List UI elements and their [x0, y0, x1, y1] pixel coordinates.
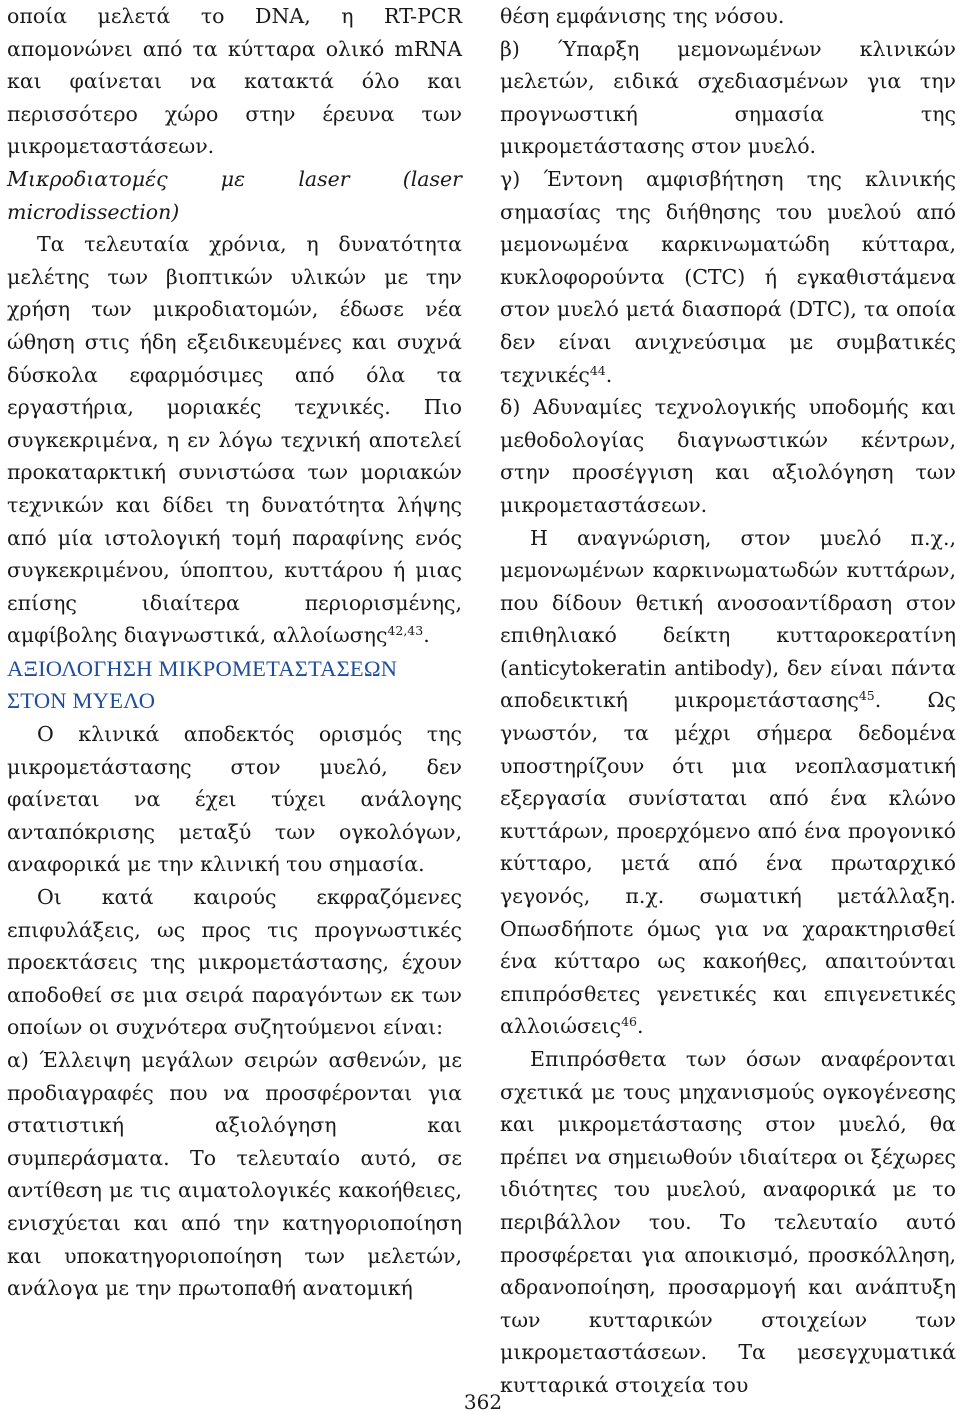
citation-44: 44 [589, 362, 606, 378]
paragraph-rtpcr: οποία μελετά το DNA, η RT-PCR απομονώνει από τα κύτταρα ολικό mRNA και φαίνεται να κατακτά όλο και περισσότερο χώρο στην έρευνα των μικρομεταστάσεων. [7, 4, 462, 159]
paragraph-laser-text: Τα τελευταία χρόνια, η δυνατότητα μελέτης των βιοπτικών υλικών με την χρήση των μικροδιατομών, έδωσε νέα ώθηση στις ήδη εξειδικευμένες και συχνά δύσκολα εφαρμόσιμες από όλα τα εργαστήρια, μοριακές τεχνικές. Πιο συγκεκριμένα, η εν λόγω τεχνική αποτελεί προκαταρκτική συνιστώσα των μοριακών τεχνικών και δίδει τη δυνατότητα λήψης από μία ιστολογική τομή παραφίνης ενός συγκεκριμένου, ύποπτου, κυττάρου ή μιας επίσης ιδιαίτερα περιορισμένης, αμφίβολης διαγνωστικά, αλλοίωσης [7, 232, 462, 648]
paragraph-reservations: Οι κατά καιρούς εκφραζόμενες επιφυλάξεις, ως προς τις προγνωστικές προεκτάσεις της μικρομετάστασης, έχουν αποδοθεί σε μια σειρά παραγόντων εκ των οποίων οι συχνότερα συζητούμενοι είναι: [7, 885, 462, 1040]
citation-45: 45 [858, 688, 875, 704]
list-item-c-text: γ) Έντονη αμφισβήτηση της κλινικής σημασίας της διήθησης του μυελού από μεμονωμένα καρκινωματώδη κύτταρα, κυκλοφορούντα (CTC) ή εγκαθιστάμενα στον μυελό μετά διασπορά (DTC), τα οποία δεν είναι ανιχνεύσιμα με συμβατικές τεχνικές [500, 166, 956, 387]
right-column [500, 0, 956, 1402]
list-item-d: δ) Αδυναμίες τεχνολογικής υποδομής και μεθοδολογίας διαγνωστικών κέντρων, στην προσέγγιση και αξιολόγηση των μικρομεταστάσεων. [500, 395, 956, 517]
list-item-a: α) Έλλειψη μεγάλων σειρών ασθενών, με προδιαγραφές που να προσφέρονται για στατιστική αξιολόγηση και συμπεράσματα. Το τελευταίο αυτό, σε αντίθεση με τις αιματολογικές κακοήθειες, ενισχύεται και από την κατηγοριοποίηση και υποκατηγοριοποίηση των μελετών, ανάλογα με την πρωτοπαθή ανατομική [7, 1048, 462, 1301]
left-column [7, 0, 462, 1305]
list-item-a-continued: θέση εμφάνισης της νόσου. [500, 4, 785, 28]
section-heading: ΑΞΙΟΛΟΓΗΣΗ ΜΙΚΡΟΜΕΤΑΣΤΑΣΕΩΝ ΣΤΟΝ ΜΥΕΛΟ [7, 655, 398, 714]
citation-42-43: 42,43 [387, 623, 424, 639]
paragraph-definition: Ο κλινικά αποδεκτός ορισμός της μικρομετάστασης στον μυελό, δεν φαίνεται να έχει τύχει ανάλογης ανταπόκρισης μεταξύ των ογκολόγων, αναφορικά με την κλινική του σημασία. [7, 722, 462, 877]
citation-46: 46 [621, 1014, 637, 1030]
paragraph-recognition-text-1: Η αναγνώριση, στον μυελό π.χ., μεμονωμένων καρκινωματωδών κυττάρων, που δίδουν θετική ανοσοαντίδραση στον επιθηλιακό δείκτη κυτταροκερατίνη (anticytokeratin antibody), δεν είναι πάντα αποδεικτική μικρομετάστασης [500, 525, 956, 713]
paragraph-laser: Τα τελευταία χρόνια, η δυνατότητα μελέτης των βιοπτικών υλικών με την χρήση των μικροδιατομών, έδωσε νέα ώθηση στις ήδη εξειδικευμένες και συχνά δύσκολα εφαρμόσιμες από όλα τα εργαστήρια, μοριακές τεχνικές. Πιο συγκεκριμένα, η εν λόγω τεχνική αποτελεί προκαταρκτική συνιστώσα των μοριακών τεχνικών και δίδει τη δυνατότητα λήψης από μία ιστολογική τομή παραφίνης ενός συγκεκριμένου, ύποπτου, κυττάρου ή μιας επίσης ιδιαίτερα περιορισμένης, αμφίβολης διαγνωστικά, αλλοίωσης$^{42,43}$. [7, 232, 462, 648]
paragraph-recognition: Η αναγνώριση, στον μυελό π.χ., μεμονωμένων καρκινωματωδών κυττάρων, που δίδουν θετική ανοσοαντίδραση στον επιθηλιακό δείκτη κυτταροκερατίνη (anticytokeratin antibody), δεν είναι πάντα αποδεικτική μικρομετάστασης$^{45}$. Ως γνωστόν, τα μέχρι σήμερα δεδομένα υποστηρίζουν ότι μια νεοπλασματική εξεργασία συνίσταται από ένα κλώνο κυττάρων, προερχόμενο από ένα προγονικό κύτταρο, μετά από ένα πρωταρχικό γεγονός, π.χ. σωματική μετάλλαξη. Οπωσδήποτε όμως για να χαρακτηρισθεί ένα κύτταρο ως κακοήθες, απαιτούνται επιπρόσθετες γενετικές και επιγενετικές αλλοιώσεις$^{46}$. [500, 525, 956, 1039]
list-item-c: γ) Έντονη αμφισβήτηση της κλινικής σημασίας της διήθησης του μυελού από μεμονωμένα καρκινωματώδη κύτταρα, κυκλοφορούντα (CTC) ή εγκαθιστάμενα στον μυελό μετά διασπορά (DTC), τα οποία δεν είναι ανιχνεύσιμα με συμβατικές τεχνικές$^{44}$. [500, 166, 956, 387]
list-item-b: β) Ύπαρξη μεμονωμένων κλινικών μελετών, ειδικά σχεδιασμένων για την προγνωστική σημασία της μικρομετάστασης στον μυελό. [500, 36, 956, 159]
subheading-laser-microdissection: Μικροδιατομές με laser (laser microdissection) [7, 166, 462, 224]
paragraph-recognition-text-2: Ως γνωστόν, τα μέχρι σήμερα δεδομένα υποστηρίζουν ότι μια νεοπλασματική εξεργασία συνίσταται από ένα κλώνο κυττάρων, προερχόμενο από ένα προγονικό κύτταρο, μετά από ένα πρωταρχικό γεγονός, π.χ. σωματική μετάλλαξη. Οπωσδήποτε όμως για να χαρακτηρισθεί ένα κύτταρο ως κακοήθες, απαιτούνται επιπρόσθετες γενετικές και επιγενετικές αλλοιώσεις [500, 688, 956, 1039]
paragraph-microenvironment: Επιπρόσθετα των όσων αναφέρονται σχετικά με τους μηχανισμούς ογκογένεσης και μικρομετάστασης στον μυελό, θα πρέπει να σημειωθούν ιδιαίτερα οι ξέχωρες ιδιότητες του μυελού, αναφορικά με το περιβάλλον του. Το τελευταίο αυτό προσφέρεται για αποικισμό, προσκόλληση, αδρανοποίηση, προσαρμογή και ανάπτυξη των κυτταρικών στοιχείων των μικρομεταστάσεων. Τα μεσεγχυματικά κυτταρικά στοιχεία του [500, 1047, 956, 1397]
page-number: 362 [463, 1390, 503, 1414]
